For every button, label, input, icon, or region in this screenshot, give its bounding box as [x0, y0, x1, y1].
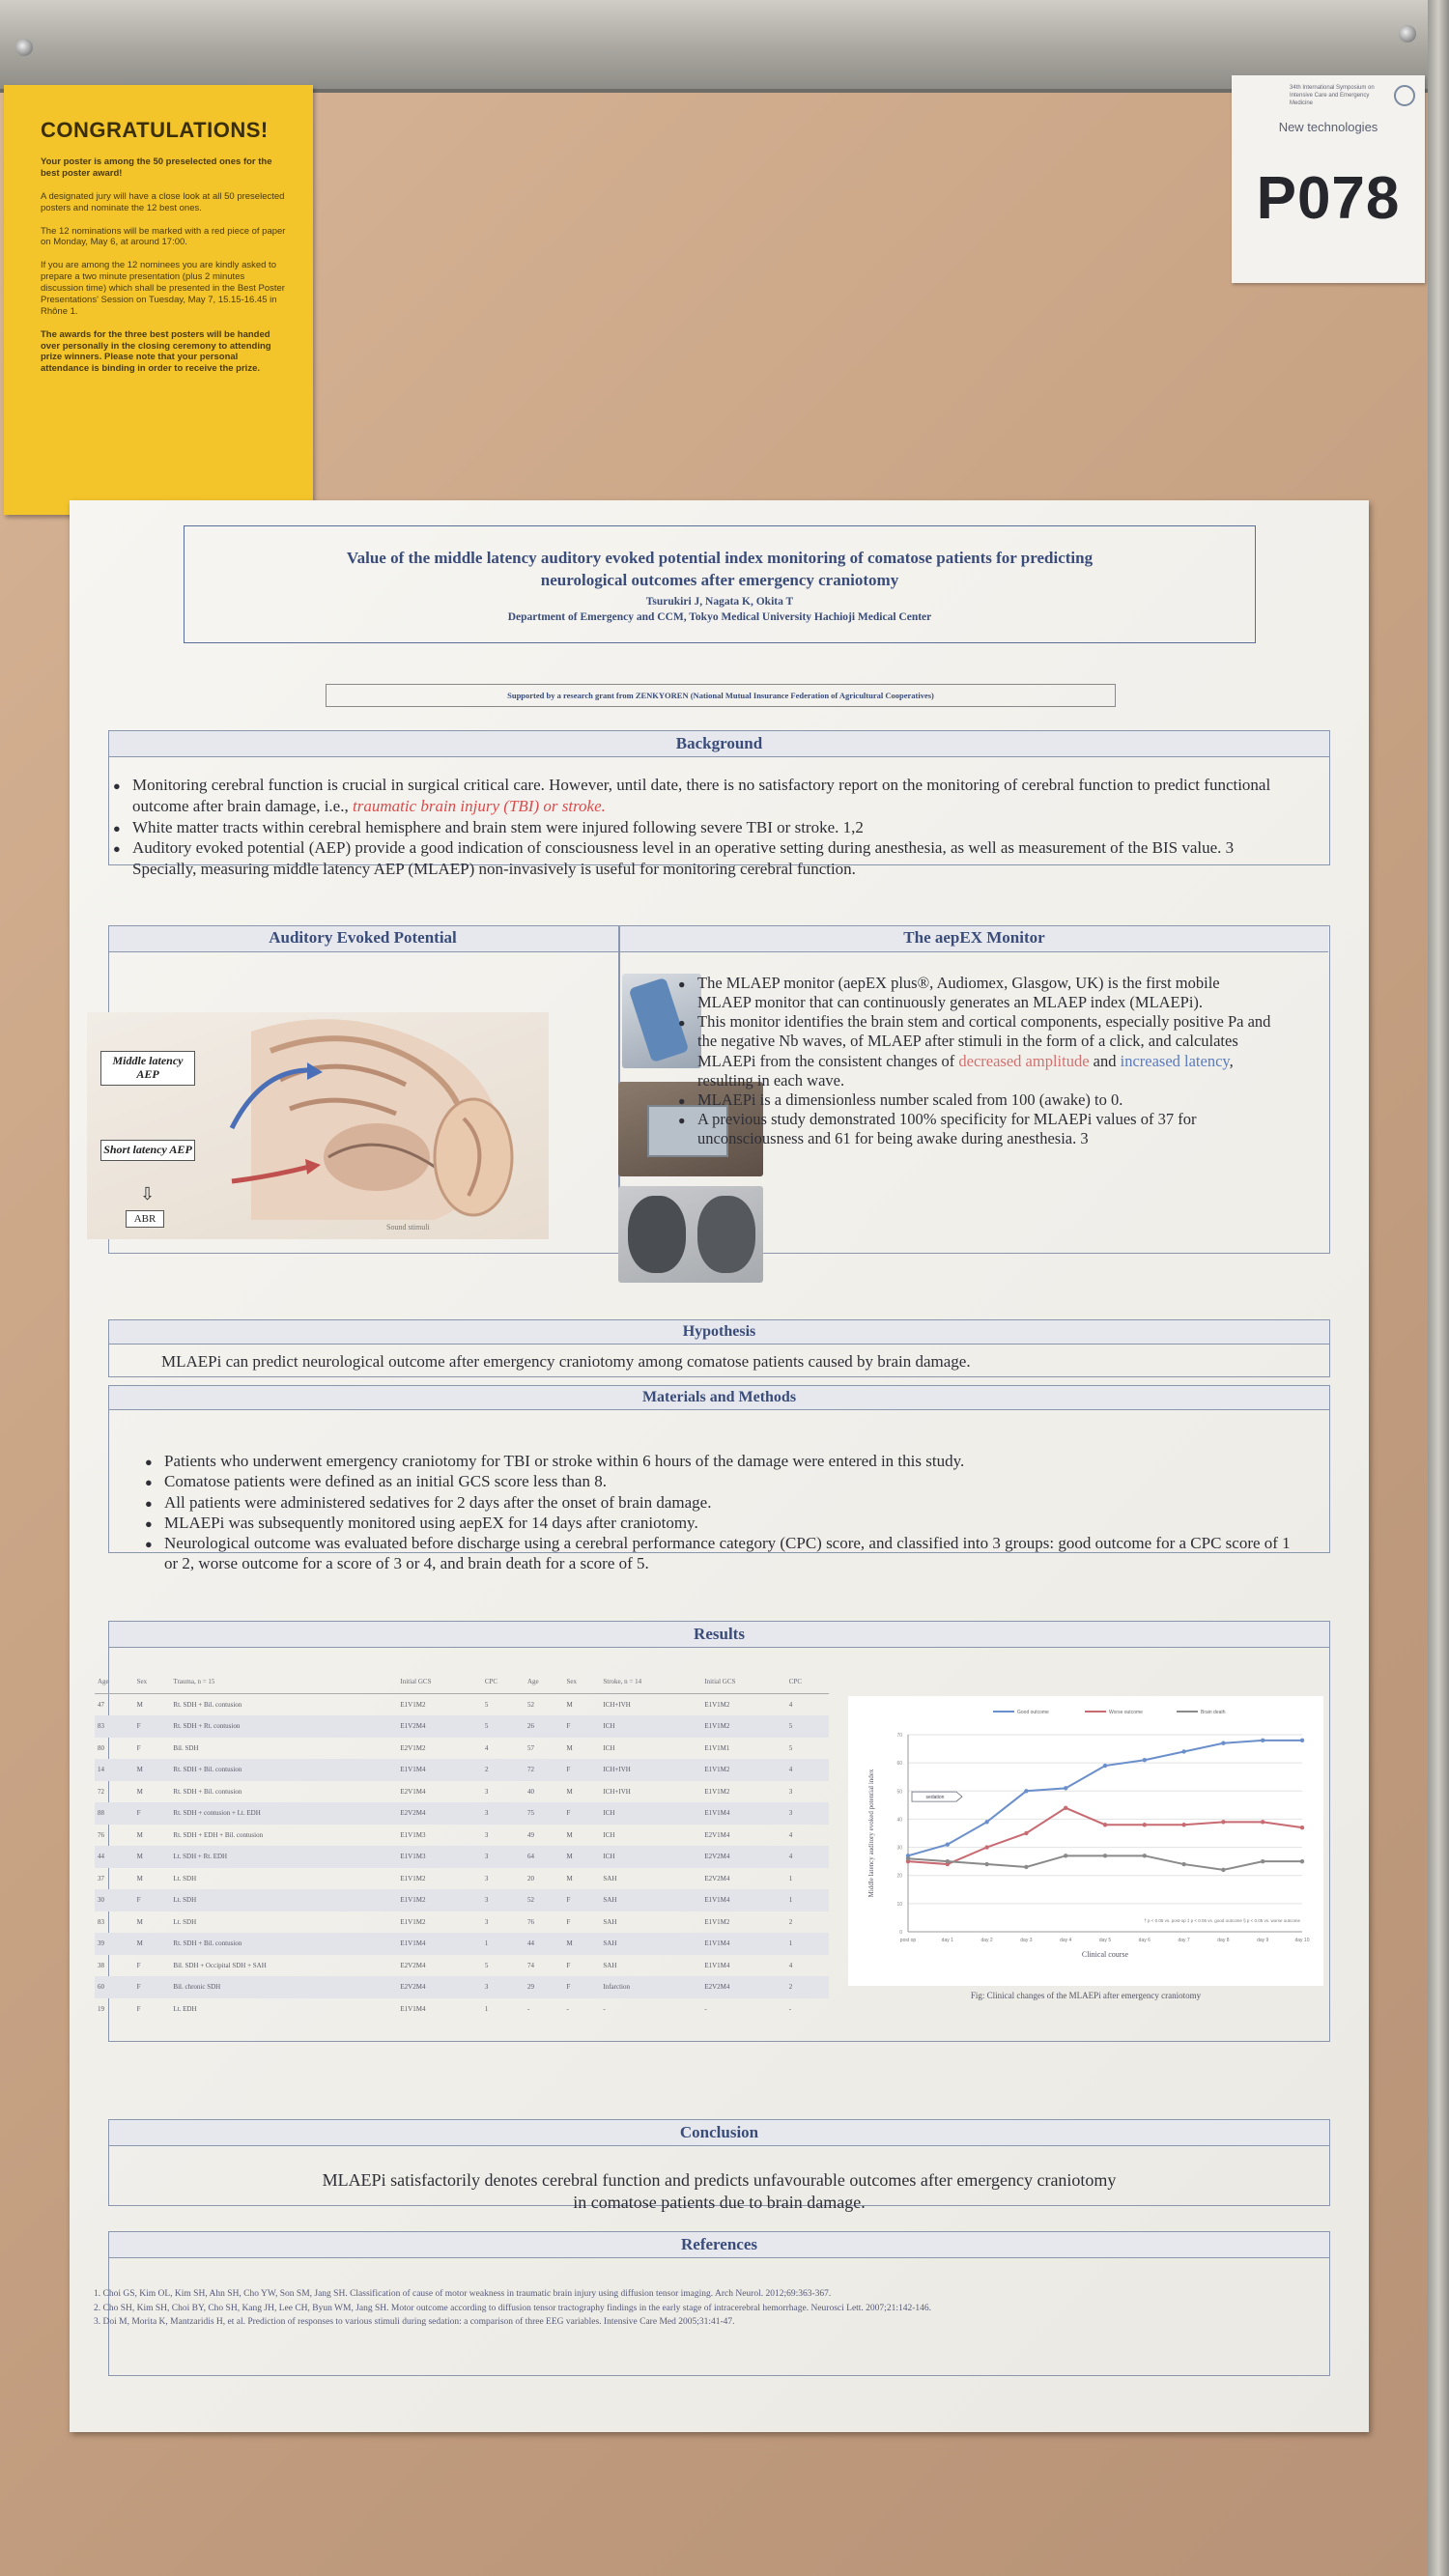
- patient-table: [95, 1671, 829, 2020]
- list-item: ● Neurological outcome was evaluated before discharge using a cerebral performance category (CPC) score, and classified into 3 groups: good outcome for a CPC score of 1 or 2, worse outcome for a score of 3 or 4, and brain death for a score of 5.: [145, 1533, 1304, 1574]
- table-cell: Lt. SDH: [173, 1874, 197, 1882]
- data-point: [1064, 1806, 1067, 1810]
- table-cell: 3: [788, 1787, 793, 1796]
- table-cell: E1V1M2: [704, 1700, 730, 1709]
- research-poster: [70, 500, 1369, 2432]
- sedation-label: sedation: [925, 1795, 945, 1801]
- middle-latency-label: Middle latency AEP: [100, 1051, 195, 1086]
- note-paragraph: The 12 nominations will be marked with a red piece of paper on Monday, May 6, at around 17:00.: [41, 225, 286, 248]
- table-cell: Rt. SDH + EDH + Bil. contusion: [173, 1830, 264, 1839]
- data-point: [1300, 1859, 1304, 1863]
- table-cell: 14: [95, 1759, 134, 1781]
- list-item: ● Monitoring cerebral function is crucial in surgical critical care. However, until date, there is no satisfactory report on the monitoring of cerebral function to predict functional outcome after brain damage, i.e., traumatic brain injury (TBI) or stroke.: [113, 775, 1272, 817]
- table-cell: 76: [98, 1830, 104, 1839]
- y-tick-label: 0: [899, 1930, 902, 1936]
- table-cell: ICH: [600, 1715, 701, 1738]
- table-cell: Bil. SDH + Occipital SDH + SAH: [173, 1961, 267, 1969]
- data-point: [1261, 1859, 1264, 1863]
- table-row: [95, 1781, 829, 1803]
- table-cell: Rt. SDH + Bil. contusion: [170, 1759, 397, 1781]
- table-cell: E1V1M2: [400, 1917, 426, 1926]
- data-point: [1024, 1789, 1028, 1793]
- table-cell: E1V1M3: [400, 1830, 426, 1839]
- data-point: [1064, 1786, 1067, 1790]
- table-cell: M: [134, 1933, 171, 1955]
- data-point: [1221, 1820, 1225, 1824]
- table-cell: M: [566, 1700, 573, 1709]
- down-arrow-icon: ⇩: [140, 1184, 156, 1203]
- electrode-head-photo: [618, 1186, 763, 1283]
- data-point: [1103, 1854, 1107, 1857]
- table-cell: -: [788, 2004, 792, 2013]
- list-item: ● Auditory evoked potential (AEP) provide a good indication of consciousness level in an operative setting during anesthesia, as well as measurement of the BIS value. 3 Specially, measuring middle latency AEP (MLAEP) non-invasively is useful for monitoring cerebral function.: [113, 837, 1272, 880]
- table-cell: 19: [98, 2004, 104, 2013]
- table-cell: 3: [484, 1830, 489, 1839]
- table-cell: 60: [95, 1976, 134, 1998]
- table-cell: M: [136, 1787, 143, 1796]
- y-tick-label: 30: [896, 1845, 902, 1852]
- table-cell: 5: [484, 1700, 489, 1709]
- table-cell: F: [566, 1961, 571, 1969]
- data-point: [1024, 1865, 1028, 1869]
- table-cell: E1V1M4: [701, 1802, 785, 1825]
- aep-heading: Auditory Evoked Potential: [269, 928, 457, 947]
- table-cell: M: [136, 1874, 143, 1882]
- metal-rail-right: [1428, 0, 1449, 2576]
- table-cell: 52: [526, 1700, 534, 1709]
- table-cell: E1V1M4: [397, 1759, 481, 1781]
- table-cell: -: [566, 2004, 569, 2013]
- table-cell: 1: [786, 1933, 829, 1955]
- section-heading: References: [109, 2232, 1329, 2258]
- abr-label: ABR: [126, 1210, 164, 1228]
- table-cell: M: [564, 1933, 601, 1955]
- table-cell: M: [564, 1846, 601, 1868]
- table-cell: F: [134, 1889, 171, 1911]
- table-cell: ICH: [600, 1846, 701, 1868]
- table-cell: 3: [482, 1846, 525, 1868]
- x-tick-label: post op: [899, 1938, 917, 1943]
- table-cell: 4: [788, 1830, 793, 1839]
- table-cell: 64: [525, 1846, 564, 1868]
- y-tick-label: 10: [896, 1901, 902, 1908]
- table-row: [95, 1693, 829, 1715]
- table-cell: F: [564, 1802, 601, 1825]
- table-cell: E1V1M2: [704, 1787, 730, 1796]
- table-cell: E1V1M2: [397, 1889, 481, 1911]
- table-cell: 5: [788, 1743, 793, 1752]
- table-cell: 44: [95, 1846, 134, 1868]
- table-cell: E2V2M4: [400, 1961, 426, 1969]
- table-cell: E1V1M2: [701, 1715, 785, 1738]
- data-point: [1103, 1764, 1107, 1768]
- x-tick-label: day 10: [1294, 1938, 1310, 1943]
- chart-footnote: † p < 0.05 vs. post-op ‡ p < 0.05 vs. good outcome § p < 0.05 vs. worse outcome: [1144, 1918, 1300, 1923]
- table-cell: 40: [526, 1787, 534, 1796]
- list-item: ● MLAEPi is a dimensionless number scaled from 100 (awake) to 0.: [678, 1090, 1272, 1110]
- x-axis-label: Clinical course: [1081, 1950, 1129, 1959]
- table-cell: 80: [98, 1743, 104, 1752]
- table-cell: E2V1M4: [400, 1787, 426, 1796]
- table-cell: 39: [95, 1933, 134, 1955]
- table-cell: 1: [484, 2004, 489, 2013]
- y-tick-label: 70: [896, 1733, 902, 1739]
- monitor-list: [678, 974, 1272, 1148]
- screw-icon: [1399, 25, 1416, 42]
- table-header-cell: Sex: [134, 1671, 171, 1693]
- list-item: ● A previous study demonstrated 100% specificity for MLAEPi values of 37 for unconsciousness and 61 for being awake during anesthesia. 3: [678, 1110, 1272, 1148]
- table-cell: E2V2M4: [701, 1976, 785, 1998]
- x-tick-label: day 3: [1020, 1938, 1033, 1943]
- table-cell: M: [136, 1917, 143, 1926]
- table-cell: M: [566, 1787, 573, 1796]
- table-cell: 1: [788, 1874, 793, 1882]
- list-item: ● Comatose patients were defined as an initial GCS score less than 8.: [145, 1471, 1304, 1491]
- table-cell: 74: [526, 1961, 534, 1969]
- y-tick-label: 20: [896, 1873, 902, 1880]
- table-cell: 3: [482, 1889, 525, 1911]
- section-heading: Background: [109, 731, 1329, 757]
- y-tick-label: 40: [896, 1817, 902, 1824]
- data-point: [1143, 1854, 1147, 1857]
- list-item: ● All patients were administered sedatives for 2 days after the onset of brain damage.: [145, 1492, 1304, 1513]
- table-cell: 88: [95, 1802, 134, 1825]
- table-cell: F: [564, 1715, 601, 1738]
- table-cell: ICH+IVH: [603, 1700, 631, 1709]
- table-cell: Infarction: [600, 1976, 701, 1998]
- section-heading: Results: [109, 1622, 1329, 1648]
- list-item: ● White matter tracts within cerebral hemisphere and brain stem were injured following severe TBI or stroke. 1,2: [113, 817, 1272, 838]
- ear-anatomy-illustration: [87, 1012, 549, 1239]
- table-cell: 38: [98, 1961, 104, 1969]
- table-cell: E2V2M4: [397, 1802, 481, 1825]
- x-tick-label: day 2: [980, 1938, 993, 1943]
- hypothesis-text: MLAEPi can predict neurological outcome after emergency craniotomy among comatose patients caused by brain damage.: [161, 1352, 971, 1371]
- data-point: [984, 1820, 988, 1824]
- table-cell: 2: [786, 1976, 829, 1998]
- table-row: [95, 1715, 829, 1738]
- reference-item: 2. Cho SH, Kim SH, Choi BY, Cho SH, Kang JH, Lee CH, Byun WM, Jang SH. Motor outcome according to diffusion tensor tractography findings in the early stage of intracerebral hemorrhage. Neurosci Lett. 2007;21:142-146.: [94, 2303, 932, 2313]
- table-cell: F: [136, 2004, 141, 2013]
- table-cell: 72: [525, 1759, 564, 1781]
- table-row: [95, 1759, 829, 1781]
- table-row: [95, 1911, 829, 1934]
- table-cell: 72: [98, 1787, 104, 1796]
- table-cell: 1: [482, 1933, 525, 1955]
- table-row: [95, 1802, 829, 1825]
- section-heading: Conclusion: [109, 2120, 1329, 2146]
- table-row: [95, 1889, 829, 1911]
- table-cell: Bil. SDH: [173, 1743, 199, 1752]
- note-paragraph: A designated jury will have a close look at all 50 preselected posters and nominate the 12 best ones.: [41, 190, 285, 213]
- data-point: [984, 1862, 988, 1866]
- table-cell: Rt. SDH + Bil. contusion: [170, 1933, 397, 1955]
- table-cell: 3: [482, 1976, 525, 1998]
- table-cell: 83: [95, 1715, 134, 1738]
- table-cell: E1V1M2: [400, 1874, 426, 1882]
- x-tick-label: day 9: [1257, 1938, 1269, 1943]
- card-header-text: 34th International Symposium on Intensive Care and Emergency Medicine: [1290, 85, 1375, 106]
- table-cell: F: [566, 1917, 571, 1926]
- table-cell: M: [136, 1700, 143, 1709]
- table-header-cell: Initial GCS: [397, 1671, 481, 1693]
- data-point: [1261, 1820, 1264, 1824]
- table-header-cell: CPC: [786, 1671, 829, 1693]
- table-cell: 4: [484, 1743, 489, 1752]
- table-cell: 26: [525, 1715, 564, 1738]
- table-row: [95, 1738, 829, 1760]
- table-cell: 3: [482, 1802, 525, 1825]
- data-point: [1221, 1868, 1225, 1872]
- table-cell: E1V1M4: [397, 1933, 481, 1955]
- table-cell: E1V1M3: [397, 1846, 481, 1868]
- congratulations-note: [4, 85, 313, 515]
- note-paragraph: The awards for the three best posters will be handed over personally in the closing ceremony to attending prize winners. Please note that your personal attendance is binding in order to receive the prize.: [41, 328, 271, 375]
- grant-note: Supported by a research grant from ZENKYOREN (National Mutual Insurance Federation of Agricultural Cooperatives): [326, 684, 1116, 707]
- data-point: [1143, 1823, 1147, 1826]
- table-cell: E1V1M4: [701, 1889, 785, 1911]
- table-row: [95, 1998, 829, 2021]
- table-cell: Rt. SDH + Bil. contusion: [173, 1700, 242, 1709]
- table-cell: F: [136, 1743, 141, 1752]
- table-row: [95, 1933, 829, 1955]
- table-row: [95, 1868, 829, 1890]
- table-cell: SAH: [600, 1933, 701, 1955]
- legend-label: Worse outcome: [1109, 1710, 1143, 1715]
- table-header-cell: Stroke, n = 14: [600, 1671, 701, 1693]
- note-title: CONGRATULATIONS!: [41, 118, 269, 142]
- table-cell: M: [566, 1874, 573, 1882]
- table-cell: SAH: [600, 1889, 701, 1911]
- table-cell: 4: [786, 1846, 829, 1868]
- table-header-cell: Age: [95, 1671, 134, 1693]
- table-cell: 20: [526, 1874, 534, 1882]
- y-tick-label: 60: [896, 1761, 902, 1768]
- x-tick-label: day 8: [1217, 1938, 1230, 1943]
- table-cell: E1V1M1: [704, 1743, 730, 1752]
- section-heading: Hypothesis: [109, 1320, 1329, 1345]
- table-cell: Rt. SDH + Rt. contusion: [170, 1715, 397, 1738]
- list-item: ● This monitor identifies the brain stem and cortical components, especially positive Pa and the negative Nb waves, of MLAEP after stimuli in the form of a click, and calculates MLAEPi from the consistent changes of decreased amplitude and increased latency, resulting in each wave.: [678, 1012, 1272, 1090]
- table-cell: Lt. EDH: [173, 2004, 197, 2013]
- table-cell: ICH: [603, 1830, 615, 1839]
- monitor-heading: The aepEX Monitor: [903, 928, 1045, 947]
- table-cell: 75: [525, 1802, 564, 1825]
- table-cell: -: [526, 2004, 530, 2013]
- poster-number-card: [1232, 75, 1425, 283]
- data-point: [1300, 1826, 1304, 1829]
- table-cell: Bil. chronic SDH: [170, 1976, 397, 1998]
- data-point: [946, 1842, 950, 1846]
- data-point: [984, 1845, 988, 1849]
- table-cell: 3: [484, 1917, 489, 1926]
- table-cell: 52: [525, 1889, 564, 1911]
- table-cell: ICH: [603, 1743, 615, 1752]
- table-cell: 3: [484, 1874, 489, 1882]
- table-cell: 49: [526, 1830, 534, 1839]
- table-cell: 5: [786, 1715, 829, 1738]
- y-axis-label: Middle latency auditory evoked potential index: [867, 1769, 875, 1898]
- table-cell: ICH: [600, 1802, 701, 1825]
- table-cell: E1V1M2: [701, 1759, 785, 1781]
- table-cell: -: [603, 2004, 606, 2013]
- short-latency-label: Short latency AEP: [100, 1140, 195, 1161]
- table-cell: 4: [788, 1961, 793, 1969]
- sound-stimuli-label: Sound stimuli: [386, 1223, 430, 1231]
- y-tick-label: 50: [896, 1789, 902, 1796]
- table-cell: F: [564, 1759, 601, 1781]
- legend-label: Brain death: [1201, 1710, 1226, 1715]
- data-point: [1181, 1749, 1185, 1753]
- data-point: [1181, 1823, 1185, 1826]
- table-cell: M: [134, 1759, 171, 1781]
- reference-item: 1. Choi GS, Kim OL, Kim SH, Ahn SH, Cho YW, Son SM, Jang SH. Classification of cause of motor weakness in traumatic brain injury using diffusion tensor imaging. Arch Neurol. 2012;69:363-367.: [94, 2289, 832, 2299]
- table-cell: E2V1M4: [704, 1830, 730, 1839]
- data-point: [1103, 1823, 1107, 1826]
- table-cell: Rt. SDH + Bil. contusion: [173, 1787, 242, 1796]
- table-cell: 5: [482, 1715, 525, 1738]
- table-cell: 83: [98, 1917, 104, 1926]
- table-cell: F: [136, 1961, 141, 1969]
- table-cell: M: [134, 1846, 171, 1868]
- table-cell: F: [564, 1889, 601, 1911]
- table-cell: E2V2M4: [701, 1846, 785, 1868]
- table-cell: 4: [788, 1700, 793, 1709]
- section-heading: Materials and Methods: [109, 1386, 1329, 1410]
- table-cell: ICH+IVH: [600, 1759, 701, 1781]
- table-cell: 3: [484, 1787, 489, 1796]
- line-chart: [848, 1696, 1323, 1986]
- table-cell: F: [564, 1976, 601, 1998]
- conference-logo-icon: [1394, 85, 1415, 106]
- table-cell: 47: [98, 1700, 104, 1709]
- table-cell: Lt. SDH + Rt. EDH: [170, 1846, 397, 1868]
- table-cell: F: [134, 1802, 171, 1825]
- table-cell: E1V2M4: [397, 1715, 481, 1738]
- table-row: [95, 1846, 829, 1868]
- table-cell: 3: [786, 1802, 829, 1825]
- table-row: [95, 1955, 829, 1977]
- table-cell: 1: [786, 1889, 829, 1911]
- table-cell: E1V1M2: [704, 1917, 730, 1926]
- table-cell: 76: [526, 1917, 534, 1926]
- table-cell: 44: [525, 1933, 564, 1955]
- data-point: [1064, 1854, 1067, 1857]
- table-cell: Rt. SDH + contusion + Lt. EDH: [170, 1802, 397, 1825]
- legend-label: Good outcome: [1017, 1710, 1049, 1715]
- table-cell: F: [134, 1976, 171, 1998]
- table-cell: E1V1M4: [704, 1961, 730, 1969]
- table-cell: F: [134, 1715, 171, 1738]
- list-item: ● Patients who underwent emergency craniotomy for TBI or stroke within 6 hours of the damage were entered in this study.: [145, 1451, 1304, 1471]
- x-tick-label: day 1: [941, 1938, 953, 1943]
- table-cell: E1V1M2: [400, 1700, 426, 1709]
- x-tick-label: day 6: [1138, 1938, 1151, 1943]
- table-cell: M: [566, 1830, 573, 1839]
- screw-icon: [15, 39, 33, 56]
- brain-ear-diagram-icon: [87, 1012, 549, 1239]
- authors: Tsurukiri J, Nagata K, Okita T: [645, 595, 794, 608]
- table-cell: 29: [525, 1976, 564, 1998]
- conclusion-line: MLAEPi satisfactorily denotes cerebral function and predicts unfavourable outcomes after emergency craniotomy: [322, 2170, 1117, 2190]
- table-cell: 5: [484, 1961, 489, 1969]
- background-list: [113, 775, 1272, 880]
- data-point: [946, 1859, 950, 1863]
- table-cell: SAH: [603, 1874, 617, 1882]
- data-point: [1221, 1741, 1225, 1745]
- conclusion-line: in comatose patients due to brain damage.: [573, 2193, 866, 2213]
- table-header-cell: Age: [525, 1671, 564, 1693]
- table-cell: ICH+IVH: [603, 1787, 631, 1796]
- metal-rail-top: [0, 0, 1430, 93]
- data-point: [1300, 1739, 1304, 1742]
- table-cell: E2V2M4: [397, 1976, 481, 1998]
- mlaepi-chart: [848, 1696, 1323, 1986]
- conclusion-text: [108, 2169, 1330, 2215]
- chart-caption: Fig: Clinical changes of the MLAEPi after emergency craniotomy: [970, 1991, 1202, 2000]
- list-item: ● MLAEPi was subsequently monitored using aepEX for 14 days after craniotomy.: [145, 1513, 1304, 1533]
- note-paragraph: If you are among the 12 nominees you are kindly asked to prepare a two minute presentation (plus 2 minutes discussion time) which shall be presented in the Best Poster Presentations' Session on Tuesday, May 7, 15.15-16.45 in Rhône 1.: [41, 260, 285, 317]
- data-point: [1261, 1739, 1264, 1742]
- note-paragraph: Your poster is among the 50 preselected ones for the best poster award!: [41, 156, 272, 179]
- table-header-cell: Sex: [564, 1671, 601, 1693]
- table-cell: SAH: [603, 1961, 617, 1969]
- table-cell: 4: [786, 1759, 829, 1781]
- data-point: [1181, 1862, 1185, 1866]
- series-line: [908, 1741, 1302, 1855]
- list-item: ● The MLAEP monitor (aepEX plus®, Audiomex, Glasgow, UK) is the first mobile MLAEP monitor that can continuously generates an MLAEP index (MLAEPi).: [678, 974, 1272, 1012]
- table-header-cell: Initial GCS: [701, 1671, 785, 1693]
- table-cell: M: [566, 1743, 573, 1752]
- table-cell: Lt. SDH: [170, 1889, 397, 1911]
- table-cell: -: [704, 2004, 707, 2013]
- table-cell: M: [136, 1830, 143, 1839]
- table-cell: 57: [526, 1743, 534, 1752]
- table-cell: E1V1M4: [701, 1933, 785, 1955]
- table-cell: E2V1M2: [400, 1743, 426, 1752]
- x-tick-label: day 4: [1060, 1938, 1072, 1943]
- reference-item: 3. Doi M, Morita K, Mantzaridis H, et al. Prediction of responses to various stimuli during sedation: a comparison of three EEG variables. Intensive Care Med 2005;31:41-47.: [94, 2317, 735, 2328]
- poster-title-line: Value of the middle latency auditory evoked potential index monitoring of comatose patients for predicting: [346, 549, 1094, 567]
- title-box: [184, 525, 1256, 643]
- table-cell: 2: [482, 1759, 525, 1781]
- table-row: [95, 1825, 829, 1847]
- table-cell: E1V1M4: [400, 2004, 426, 2013]
- x-tick-label: day 7: [1178, 1938, 1190, 1943]
- poster-title-line: neurological outcomes after emergency craniotomy: [540, 570, 899, 589]
- table-row: [95, 1976, 829, 1998]
- table-cell: Lt. SDH: [173, 1917, 197, 1926]
- table-cell: 30: [95, 1889, 134, 1911]
- poster-code: P078: [1256, 165, 1401, 232]
- data-point: [1024, 1831, 1028, 1835]
- methods-list: [145, 1451, 1304, 1574]
- affiliation: Department of Emergency and CCM, Tokyo Medical University Hachioji Medical Center: [507, 610, 932, 623]
- card-category: New technologies: [1278, 120, 1378, 134]
- table-cell: 37: [98, 1874, 104, 1882]
- table-header-cell: Trauma, n = 15: [170, 1671, 397, 1693]
- table-header-cell: CPC: [482, 1671, 525, 1693]
- x-tick-label: day 5: [1098, 1938, 1112, 1943]
- table-cell: E2V2M4: [704, 1874, 730, 1882]
- data-point: [906, 1856, 910, 1860]
- table-cell: 2: [788, 1917, 793, 1926]
- data-point: [1143, 1758, 1147, 1762]
- table-cell: SAH: [603, 1917, 617, 1926]
- reference-list: [94, 2287, 1301, 2330]
